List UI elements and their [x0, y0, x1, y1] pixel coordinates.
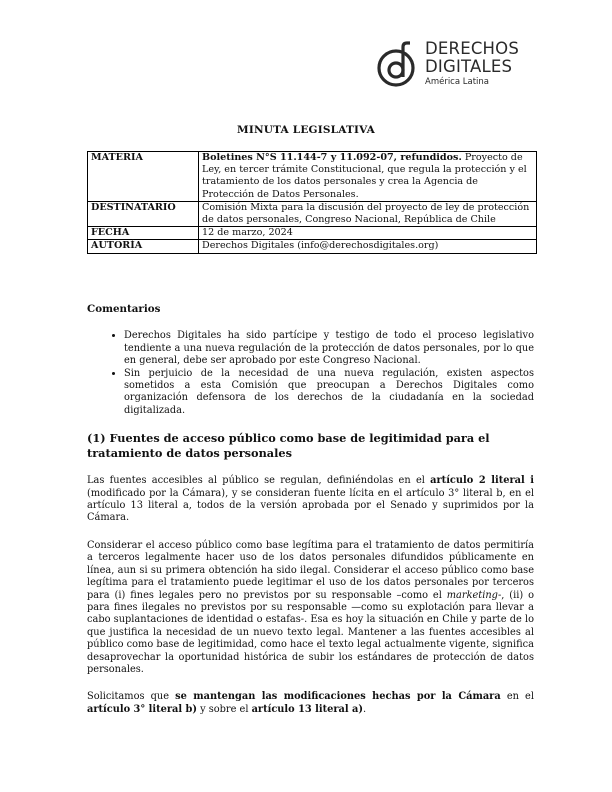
p3-text-e: y sobre el — [196, 703, 252, 715]
destinatario-value: Comisión Mixta para la discusión del proyecto de ley de protección de datos personales, Congreso Nacional, República de Chile — [199, 201, 537, 226]
paragraph-2 — [87, 540, 534, 676]
table-row-autoria — [88, 240, 537, 253]
autoria-value: Derechos Digitales (info@derechosdigitales.org) — [199, 240, 537, 253]
materia-label: MATERIA — [88, 152, 199, 202]
table-row-destinatario — [88, 201, 537, 226]
destinatario-label: DESTINATARIO — [88, 201, 199, 226]
table-row-materia — [88, 152, 537, 202]
materia-bold-text: Boletines N°S 11.144-7 y 11.092-07, refundidos. — [202, 152, 462, 163]
p3-bold-b: se mantengan las modificaciones hechas por la Cámara — [175, 691, 501, 703]
paragraph-1 — [87, 475, 534, 525]
document-body — [87, 303, 534, 716]
metadata-table — [87, 151, 537, 254]
materia-text: Proyecto de Ley, en tercer trámite Constitucional, que regula la protección y el tratamiento de los datos personales y crea la Agencia de Protección de Datos Personales. — [202, 152, 527, 200]
autoria-label: AUTORÍA — [88, 240, 199, 253]
logo-line-america-latina: América Latina — [425, 77, 489, 87]
document-title: MINUTA LEGISLATIVA — [237, 124, 375, 136]
bullet-text-2: • Sin perjuicio de la necesidad de una nueva regulación, existen aspectos sometidos a esta Comisión que preocupan a Derechos Digitales como organización defensora de los derechos de la ciudadanía en la sociedad digitalizada. — [124, 367, 534, 416]
p2-text-b: -, (ii) o para fines ilegales no previstos por su responsable —como su explotación para llevar a cabo suplantaciones de identidad o estafas-. Esa es hoy la situación en Chile y parte de lo que justifica la necesidad de un nuevo texto legal. Mantener a las fuentes accesibles al público como base de legitimidad, como hace el texto legal actualmente vigente, significa desaprovechar la oportunidad histórica de subir los estándares de protección de datos personales. — [87, 589, 534, 675]
logo-line-derechos: DERECHOS — [425, 39, 520, 58]
comentarios-list — [87, 330, 534, 417]
materia-value — [199, 152, 537, 202]
at-sign-logo-icon — [374, 41, 422, 89]
p2-italic: marketing — [446, 589, 498, 601]
p1-text-a: Las fuentes accesibles al público se regulan, definiéndolas en el — [87, 475, 431, 487]
fecha-value: 12 de marzo, 2024 — [199, 227, 537, 240]
paragraph-3 — [87, 691, 534, 716]
derechos-digitales-logo — [374, 40, 524, 90]
p3-bold-f: artículo 13 literal a) — [251, 703, 363, 715]
p3-text-c: en el — [500, 691, 534, 703]
p3-text-a: Solicitamos que — [87, 691, 176, 703]
bullet-text-1: • Derechos Digitales ha sido partícipe y testigo de todo el proceso legislativo tendiente a una nueva regulación de la protección de datos personales, por lo que en general, debe ser aprobado por este Congreso Nacional. — [124, 330, 534, 367]
p3-text-g: . — [362, 703, 367, 715]
table-row-fecha — [88, 227, 537, 240]
logo-line-digitales: DIGITALES — [425, 57, 513, 76]
list-item — [124, 330, 534, 367]
list-item — [124, 368, 534, 418]
logo-wordmark — [425, 40, 519, 87]
p1-text-c: (modificado por la Cámara), y se consideran fuente lícita en el artículo 3° literal b, en el artículo 13 literal a, todos de la versión aprobada por el Senado y suprimidos por la Cámara. — [87, 487, 534, 524]
p3-bold-d: artículo 3° literal b) — [87, 703, 197, 715]
p2-text-a: Considerar el acceso público como base legítima para el tratamiento de datos permitiría a terceros legalmente hacer uso de los datos personales difundidos públicamente en línea, aun si su primera obtención ha sido ilegal. Considerar el acceso público como base legítima para el tratamiento puede legitimar el uso de los datos personales por terceros para (i) fines legales pero no previstos por su responsable –como el — [87, 539, 534, 601]
comentarios-heading: Comentarios — [87, 303, 161, 315]
fecha-label: FECHA — [88, 227, 199, 240]
p1-bold: artículo 2 literal i — [430, 475, 534, 487]
section-heading-fuentes: (1) Fuentes de acceso público como base de legitimidad para el tratamiento de datos personales — [87, 431, 490, 460]
